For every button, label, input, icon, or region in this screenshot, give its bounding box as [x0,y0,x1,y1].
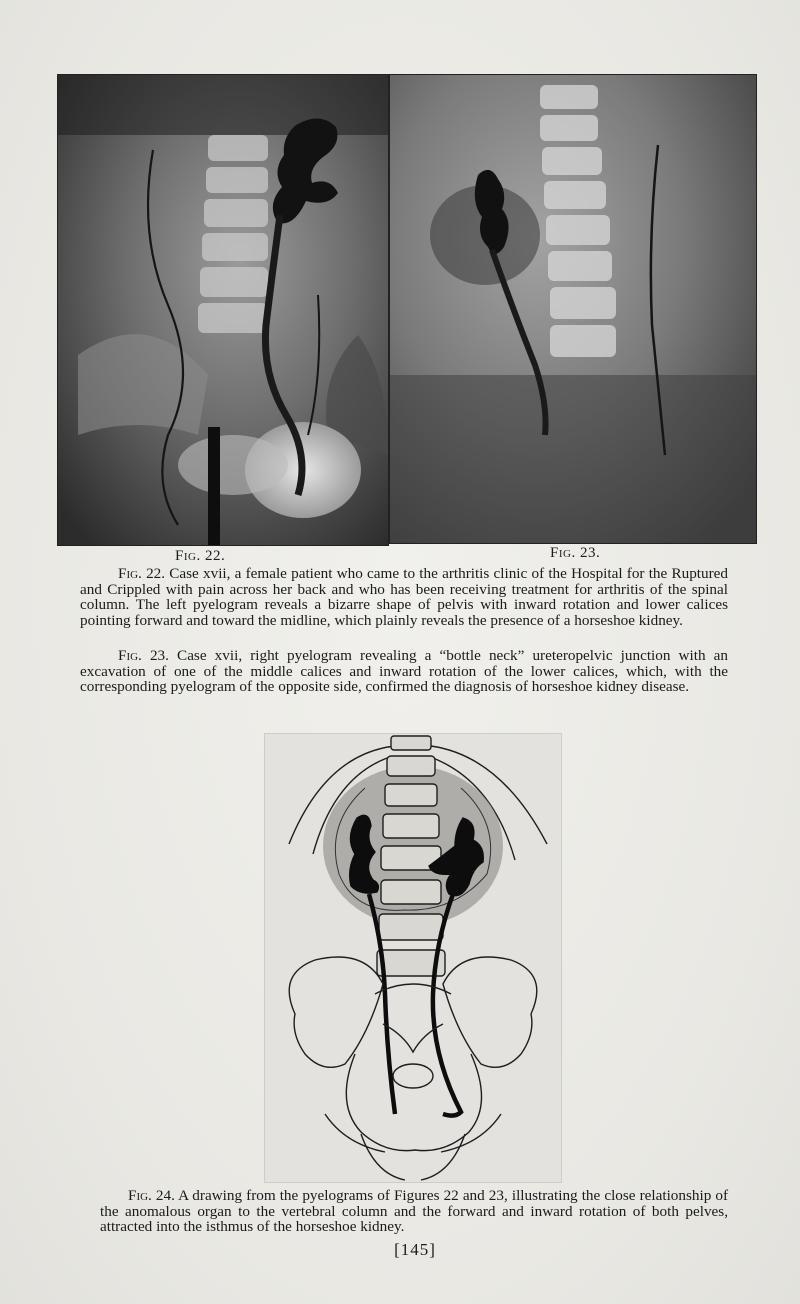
caption-23-lead: Fig. 23. [118,647,169,664]
fig-23-label: Fig. 23. [550,545,601,561]
fig-22-caption [80,566,728,628]
fig-24-caption [100,1188,728,1235]
page-number: [145] [394,1240,436,1259]
fig-23-caption [80,648,728,695]
caption-24-lead: Fig. 24. [128,1187,175,1204]
fig-24-drawing [264,733,562,1183]
fig-22-label: Fig. 22. [175,548,226,564]
caption-22-text: Case xvii, a female patient who came to the arthritis clinic of the Hospital for the Ruptured and Crippled with pain across her back and who has been receiving treatment for arthritis of the spinal column. The left pyelogram reveals a bizarre shape of pelvis with inward rotation and lower calices pointing forward and toward the midline, which plainly reveals the presence of a horseshoe kidney. [80,565,728,629]
fig-23-xray-image [389,74,757,544]
caption-24-text: A drawing from the pyelograms of Figures 22 and 23, illustrating the close relationship of the anomalous organ to the vertebral column and the forward and inward rotation of both pelves, attracted into the isthmus of the horseshoe kidney. [100,1187,728,1236]
fig-22-xray-image [57,74,389,546]
caption-22-lead: Fig. 22. [118,565,166,582]
caption-23-text: Case xvii, right pyelogram revealing a “bottle neck” ureteropelvic junction with an excavation of one of the middle calices and inward rotation of the lower calices, which, with the corresponding pyelogram of the opposite side, confirmed the diagnosis of horseshoe kidney disease. [80,647,729,696]
